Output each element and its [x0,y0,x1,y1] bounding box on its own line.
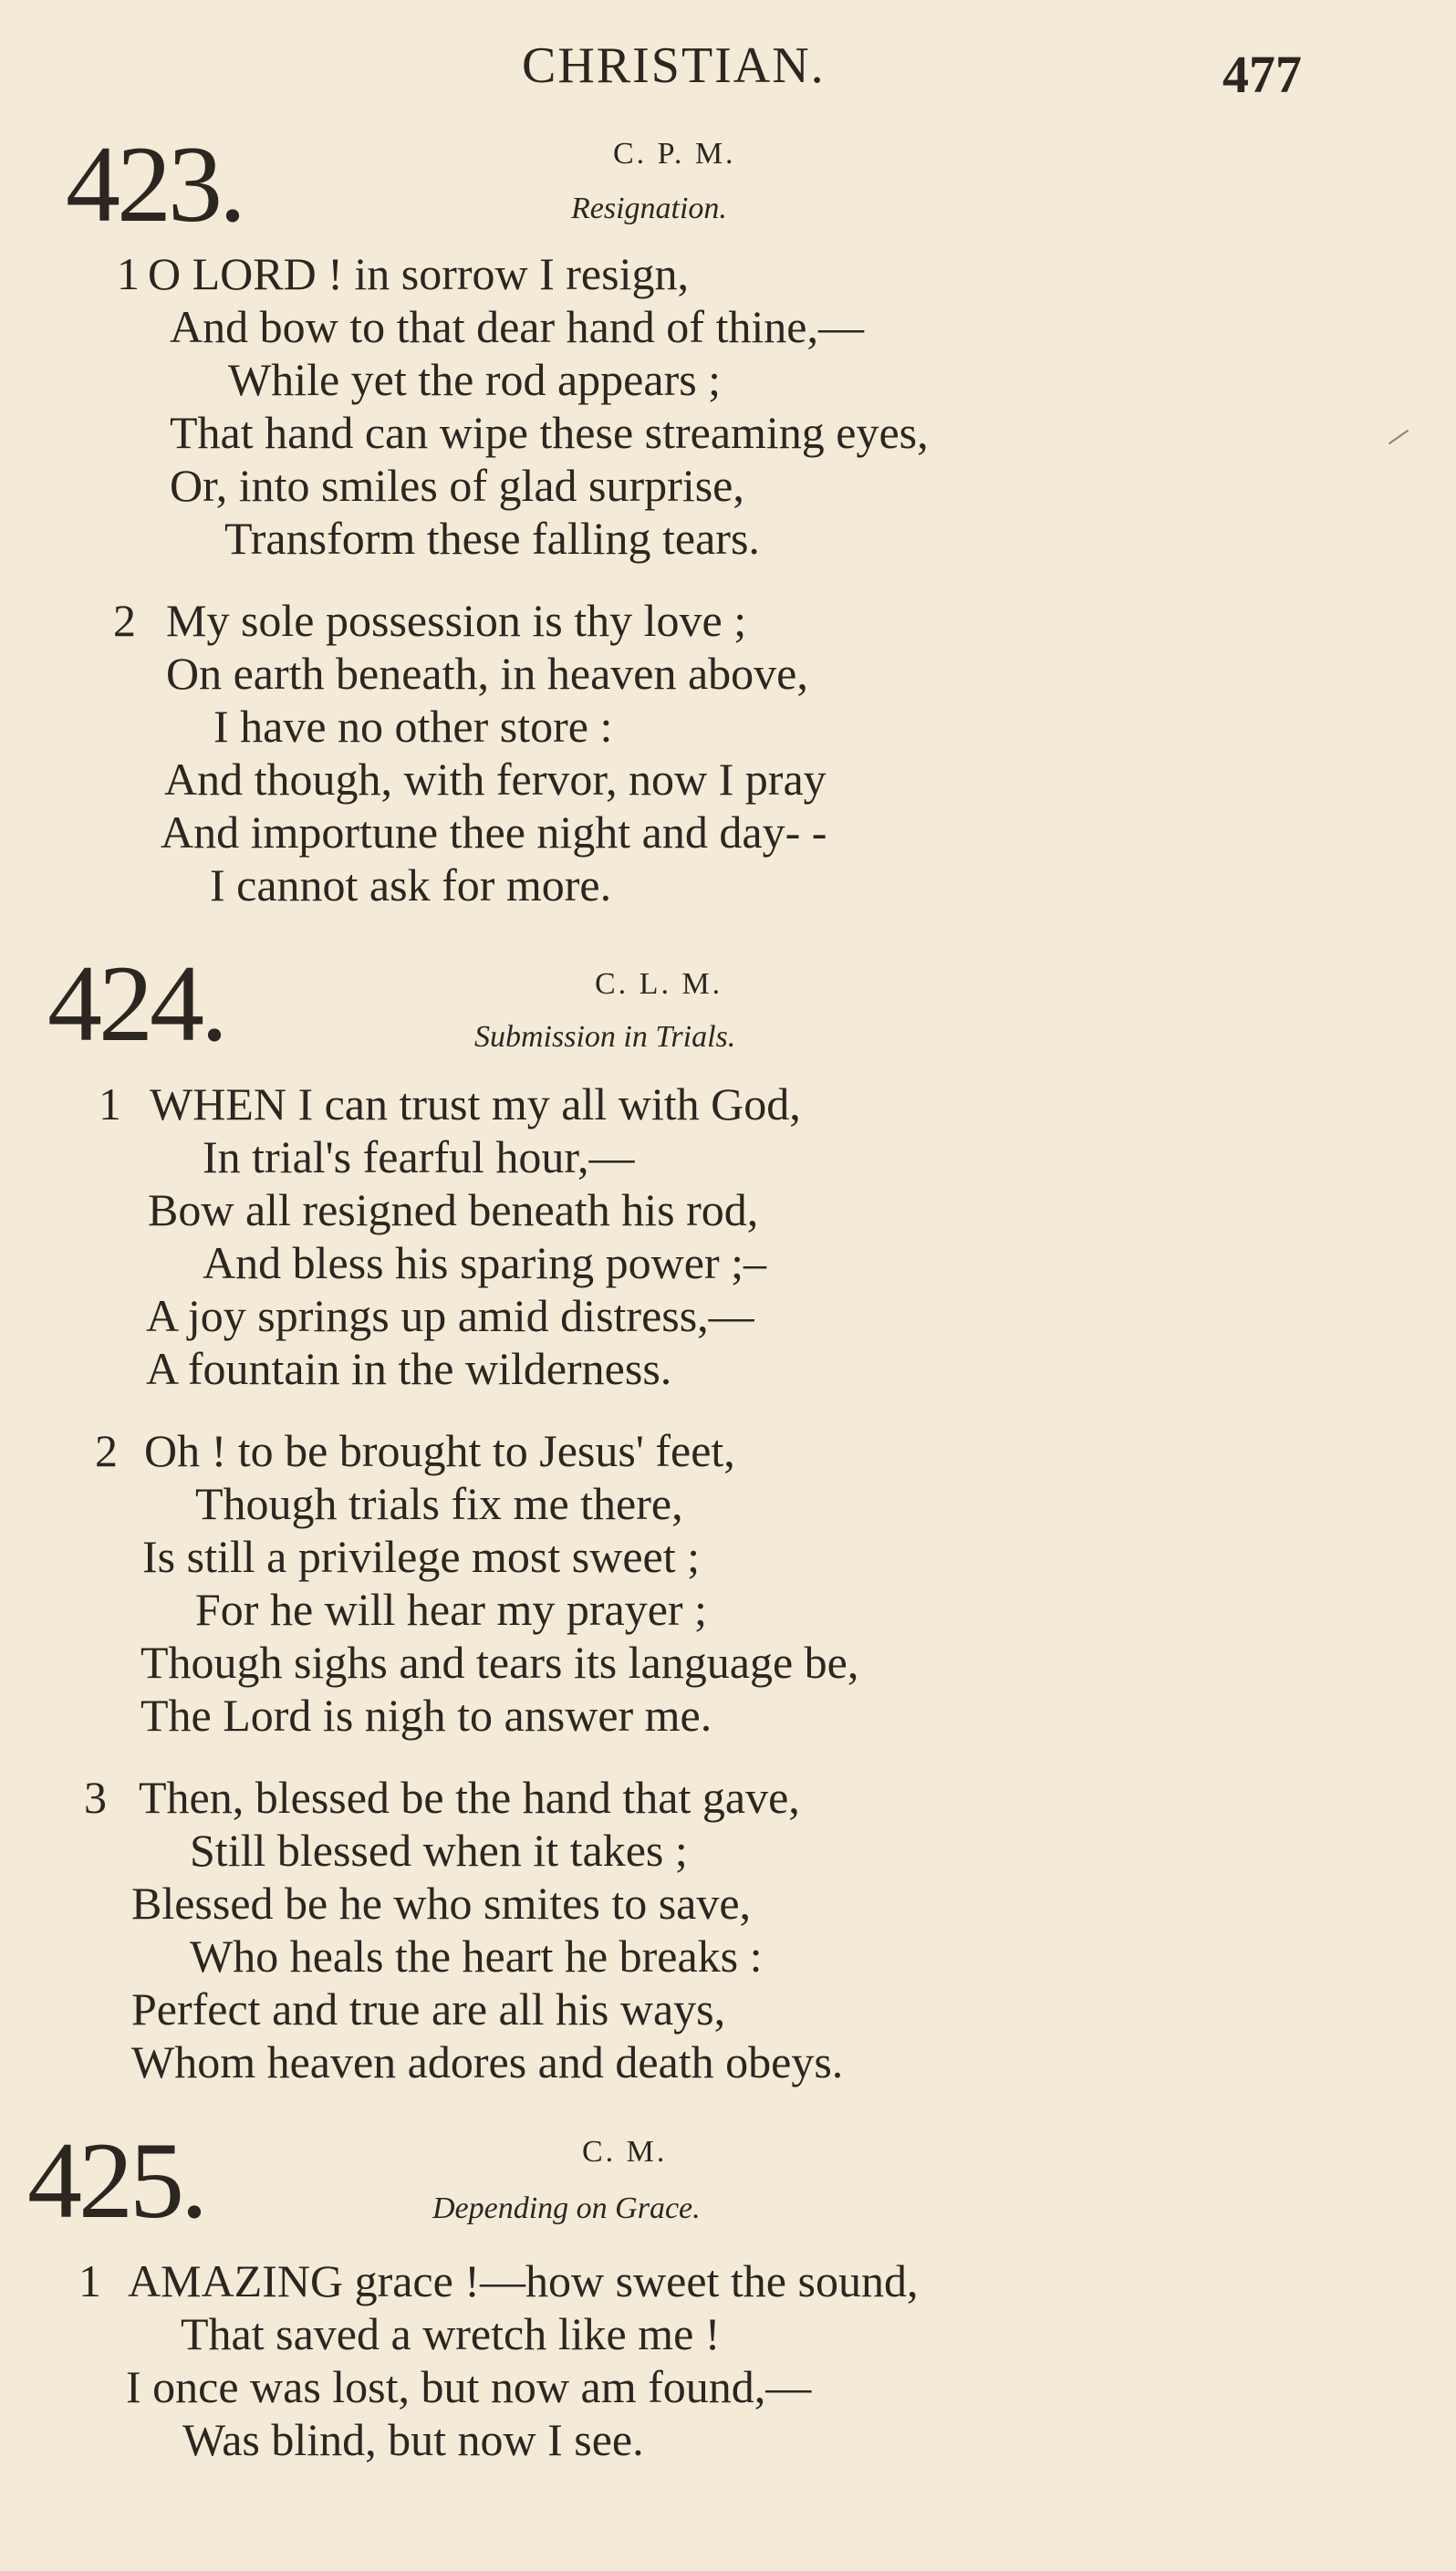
verse-line: While yet the rod appears ; [228,354,722,405]
verse-line: I cannot ask for more. [210,859,612,911]
verse-line: I have no other store : [213,701,613,752]
verse-line: That hand can wipe these streaming eyes, [170,407,929,458]
hymn-title: Depending on Grace. [432,2191,701,2225]
verse-number: 2 [95,1425,118,1476]
verse-line: And importune thee night and day- - [161,807,827,858]
verse-line: Was blind, but now I see. [182,2414,644,2465]
hymn-meter: C. L. M. [595,967,723,1001]
hymn-meter: C. P. M. [613,137,736,171]
hymn-meter: C. M. [582,2135,668,2169]
verse-line: The Lord is nigh to answer me. [140,1690,712,1741]
verse-number: 1 [117,248,140,299]
verse-line: Oh ! to be brought to Jesus' feet, [144,1425,735,1476]
verse-line: Who heals the heart he breaks : [190,1931,763,1982]
verse-line: In trial's fearful hour,— [203,1131,635,1182]
verse-line: For he will hear my prayer ; [195,1584,707,1635]
verse-line: My sole possession is thy love ; [166,595,747,646]
hymn-number: 423. [66,123,243,245]
verse-line: A joy springs up amid distress,— [146,1290,754,1341]
verse-number: 2 [113,595,136,646]
verse-line: Still blessed when it takes ; [190,1825,688,1876]
verse-line: Transform these falling tears. [224,513,760,564]
verse-line: A fountain in the wilderness. [146,1343,672,1394]
hymn-number: 424. [47,942,224,1064]
verse-line: Or, into smiles of glad surprise, [170,460,744,511]
verse-line: WHEN I can trust my all with God, [150,1078,801,1129]
verse-line: Then, blessed be the hand that gave, [139,1772,800,1823]
hymn-title: Submission in Trials. [474,1020,736,1054]
running-header: CHRISTIAN. [522,37,826,94]
verse-line: And bow to that dear hand of thine,— [170,301,864,352]
verse-number: 1 [99,1078,121,1129]
verse-number: 1 [78,2255,101,2306]
verse-line: Blessed be he who smites to save, [131,1878,752,1929]
verse-line: Bow all resigned beneath his rod, [148,1184,759,1235]
verse-line: On earth beneath, in heaven above, [166,648,808,699]
verse-line: Whom heaven adores and death obeys. [131,2036,844,2087]
verse-line: AMAZING grace !—how sweet the sound, [128,2255,919,2306]
verse-line: That saved a wretch like me ! [181,2308,721,2359]
verse-line: O LORD ! in sorrow I resign, [148,248,689,299]
verse-line: And though, with fervor, now I pray [164,754,827,805]
page-number: 477 [1222,45,1302,104]
hymn-title: Resignation. [571,192,727,225]
verse-line: Though sighs and tears its language be, [140,1637,859,1688]
verse-line: Is still a privilege most sweet ; [142,1531,701,1582]
verse-line: Though trials fix me there, [195,1478,683,1529]
verse-line: Perfect and true are all his ways, [131,1983,726,2035]
hymn-number: 425. [27,2119,204,2241]
margin-mark [1388,430,1409,445]
verse-line: I once was lost, but now am found,— [126,2361,812,2412]
verse-number: 3 [84,1772,107,1823]
verse-line: And bless his sparing power ;– [203,1237,766,1288]
